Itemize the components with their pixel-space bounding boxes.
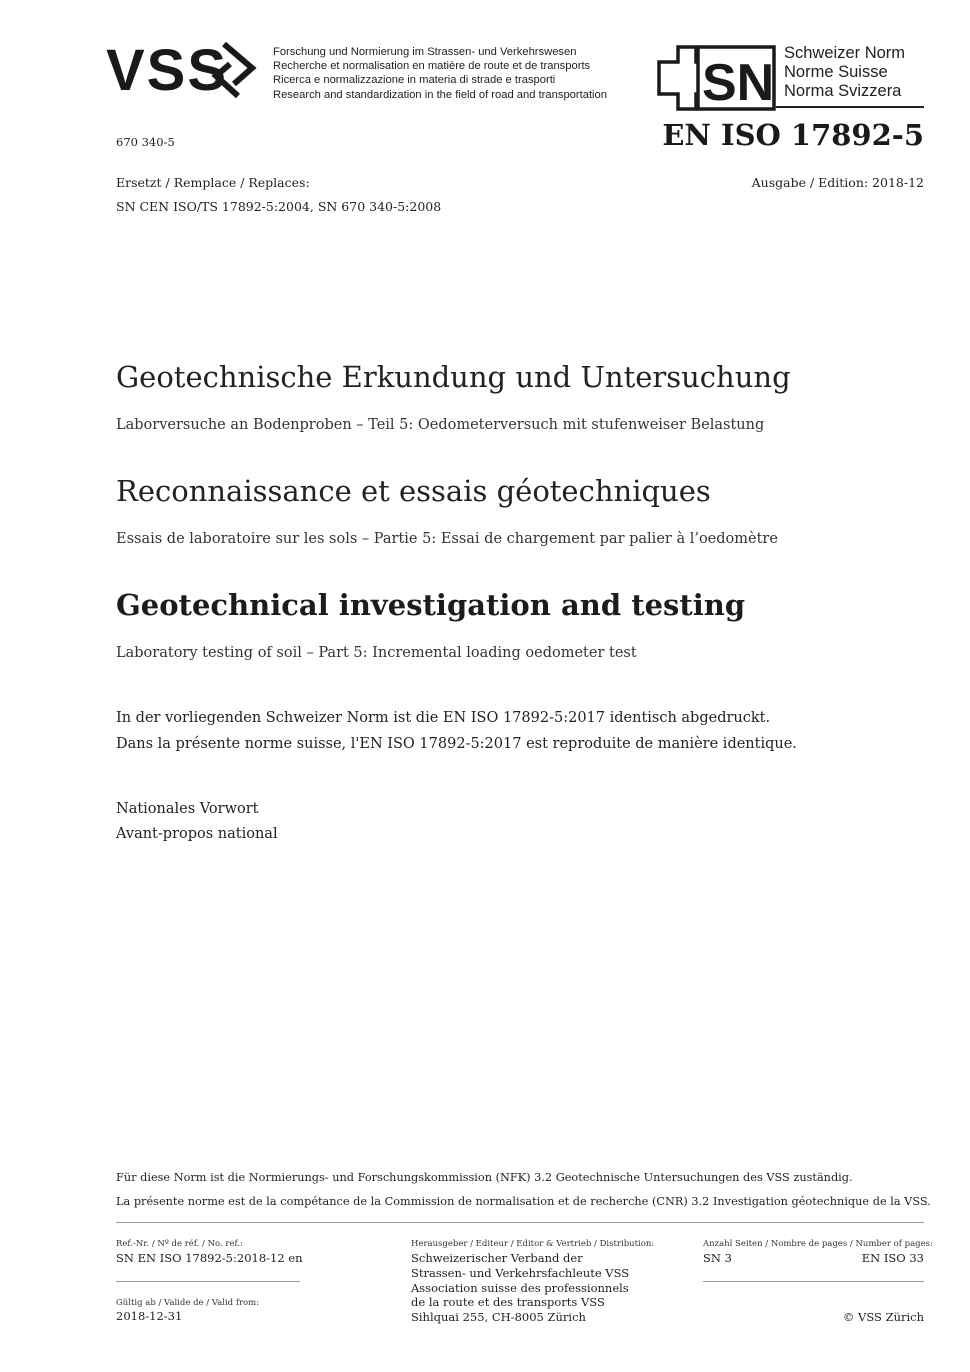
sn-underline xyxy=(776,106,924,108)
title-english: Geotechnical investigation and testing xyxy=(116,588,746,622)
vss-tagline-fr: Recherche et normalisation en matière de route et de transports xyxy=(273,60,591,73)
sn-names xyxy=(784,44,905,101)
title-german: Geotechnische Erkundung und Untersuchung xyxy=(116,360,791,394)
sn-logo-text: SN xyxy=(702,54,775,112)
replaces-label: Ersetzt / Remplace / Replaces: xyxy=(116,175,310,190)
copyright-notice: © VSS Zürich xyxy=(842,1310,924,1324)
sn-name-fr: Norme Suisse xyxy=(784,63,888,81)
standard-id: EN ISO 17892-5 xyxy=(662,118,924,152)
reference-divider xyxy=(116,1281,300,1282)
publisher-line: de la route et des transports VSS xyxy=(411,1295,605,1310)
footer-divider xyxy=(116,1222,924,1223)
title-french: Reconnaissance et essais géotechniques xyxy=(116,474,711,508)
valid-from-value: 2018-12-31 xyxy=(116,1309,183,1323)
vss-tagline-en: Research and standardization in the field of road and transportation xyxy=(273,88,607,101)
sn-swiss-norm-logo xyxy=(656,44,780,112)
publisher-line: Sihlquai 255, CH-8005 Zürich xyxy=(411,1310,586,1325)
identity-note-french: Dans la présente norme suisse, l'EN ISO 17892-5:2017 est reproduite de manière identique. xyxy=(116,736,797,752)
vss-tagline-de: Forschung und Normierung im Strassen- und Verkehrswesen xyxy=(273,46,577,58)
publisher-address xyxy=(411,1251,629,1325)
subtitle-english: Laboratory testing of soil – Part 5: Incremental loading oedometer test xyxy=(116,645,637,661)
vss-logo-text: VSS xyxy=(106,38,229,100)
national-foreword-german: Nationales Vorwort xyxy=(116,801,259,817)
committee-note-french: La présente norme est de la compétance de la Commission de normalisation et de recherche (CNR) 3.2 Investigation géotechnique de la VSS. xyxy=(116,1195,931,1208)
publisher-line: Association suisse des professionnels xyxy=(411,1280,629,1295)
subtitle-german: Laborversuche an Bodenproben – Teil 5: Oedometerversuch mit stufenweiser Belastung xyxy=(116,417,765,433)
page-count-divider xyxy=(703,1281,924,1282)
document-number: 670 340-5 xyxy=(116,135,175,149)
page-count-sn: SN 3 xyxy=(703,1251,732,1265)
edition-label: Ausgabe / Edition: 2018-12 xyxy=(751,175,924,190)
sn-name-de: Schweizer Norm xyxy=(784,44,906,62)
identity-note-german: In der vorliegenden Schweizer Norm ist die EN ISO 17892-5:2017 identisch abgedruckt. xyxy=(116,710,771,726)
replaces-value: SN CEN ISO/TS 17892-5:2004, SN 670 340-5:2008 xyxy=(116,199,442,214)
vss-logo xyxy=(106,38,266,100)
reference-label: Ref.-Nr. / Nº de réf. / No. ref.: xyxy=(116,1239,243,1249)
page-count-label: Anzahl Seiten / Nombre de pages / Number of pages: xyxy=(703,1239,933,1249)
vss-tagline-it: Ricerca e normalizzazione in materia di strade e trasporti xyxy=(273,74,556,87)
reference-value: SN EN ISO 17892-5:2018-12 en xyxy=(116,1251,303,1265)
publisher-line: Schweizerischer Verband der xyxy=(411,1251,583,1265)
subtitle-french: Essais de laboratoire sur les sols – Partie 5: Essai de chargement par palier à l’oedomètre xyxy=(116,531,778,547)
publisher-line: Strassen- und Verkehrsfachleute VSS xyxy=(411,1265,630,1280)
national-foreword-french: Avant-propos national xyxy=(116,826,278,842)
publisher-label: Herausgeber / Editeur / Editor & Vertrieb / Distribution: xyxy=(411,1239,655,1249)
committee-note-german: Für diese Norm ist die Normierungs- und Forschungskommission (NFK) 3.2 Geotechnische Untersuchungen des VSS zuständig. xyxy=(116,1171,853,1184)
vss-tagline xyxy=(273,45,607,102)
page-count-iso: EN ISO 33 xyxy=(861,1251,924,1265)
valid-from-label: Gültig ab / Valide de / Valid from: xyxy=(116,1298,260,1308)
sn-name-it: Norma Svizzera xyxy=(784,82,902,100)
